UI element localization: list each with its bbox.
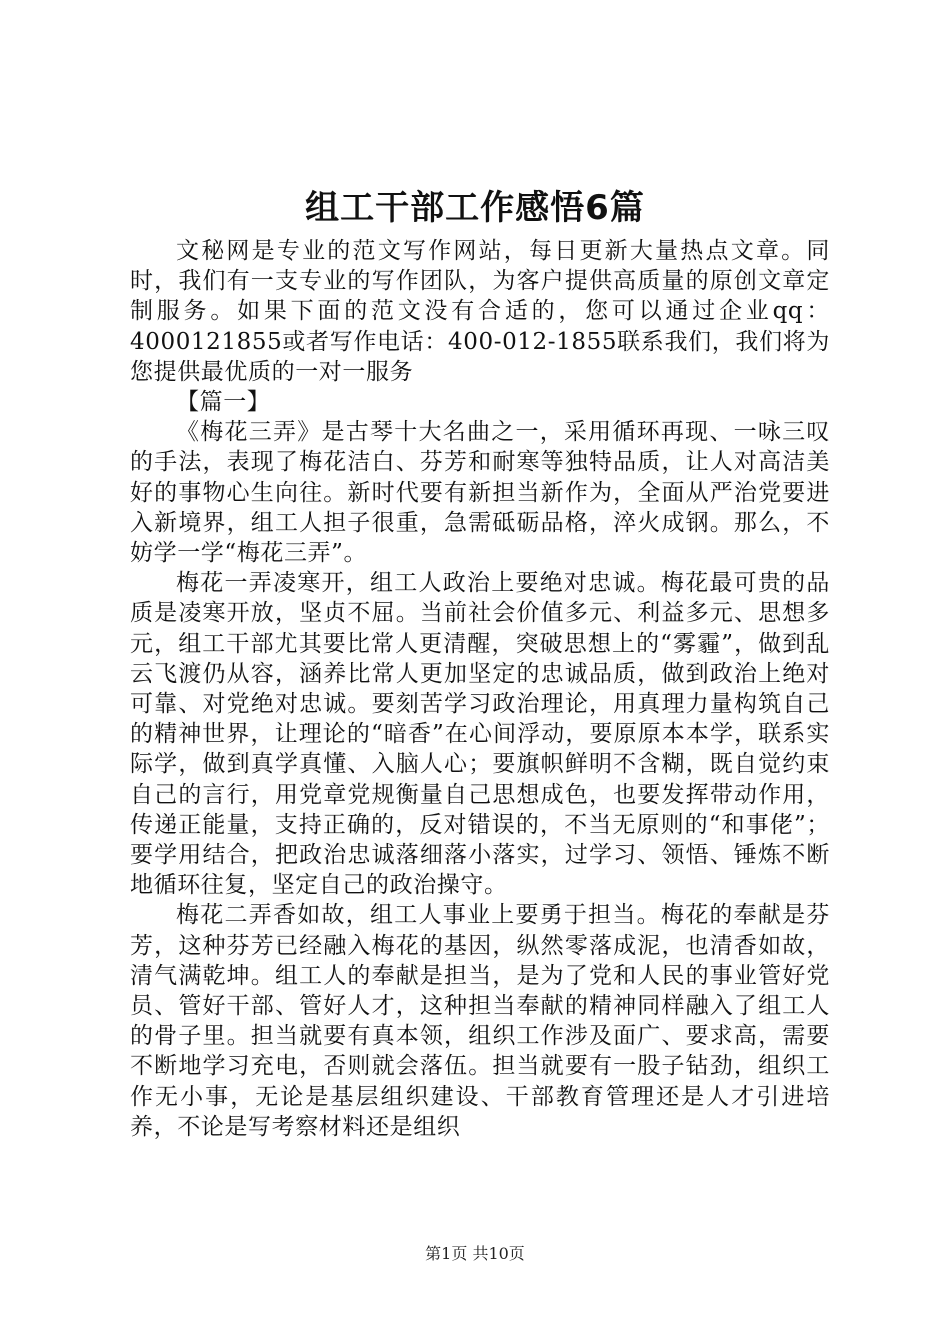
body-paragraph: 《梅花三弄》是古琴十大名曲之一，采用循环再现、一咏三叹的手法，表现了梅花洁白、芬芳和耐寒等独特品质，让人对高洁美好的事物心生向往。新时代要有新担当新作为，全面从严治党要进入新境界，组工人担子很重，急需砥砺品格，淬火成钢。那么，不妨学一学“梅花三弄”。 (130, 419, 830, 567)
document-body (130, 236, 830, 1142)
page-footer: 第1页 共10页 (425, 1244, 525, 1263)
document-title: 组工干部工作感悟6篇 (305, 188, 645, 228)
body-paragraph: 梅花二弄香如故，组工人事业上要勇于担当。梅花的奉献是芬芳，这种芬芳已经融入梅花的基因，纵然零落成泥，也清香如故，清气满乾坤。组工人的奉献是担当，是为了党和人民的事业管好党员、管好干部、管好人才，这种担当奉献的精神同样融入了组工人的骨子里。担当就要有真本领，组织工作涉及面广、要求高，需要不断地学习充电，否则就会落伍。担当就要有一股子钻劲，组织工作无小事，无论是基层组织建设、干部教育管理还是人才引进培养，不论是写考察材料还是组织 (130, 902, 830, 1140)
body-paragraph: 梅花一弄凌寒开，组工人政治上要绝对忠诚。梅花最可贵的品质是凌寒开放，坚贞不屈。当前社会价值多元、利益多元、思想多元，组工干部尤其要比常人更清醒，突破思想上的“雾霾”，做到乱云飞渡仍从容，涵养比常人更加坚定的忠诚品质，做到政治上绝对可靠、对党绝对忠诚。要刻苦学习政治理论，用真理力量构筑自己的精神世界，让理论的“暗香”在心间浮动，要原原本本学，联系实际学，做到真学真懂、入脑人心；要旗帜鲜明不含糊，既自觉约束自己的言行，用党章党规衡量自己思想成色，也要发挥带动作用，传递正能量，支持正确的，反对错误的，不当无原则的“和事佬”；要学用结合，把政治忠诚落细落小落实，过学习、领悟、锤炼不断地循环往复，坚定自己的政治操守。 (130, 570, 830, 899)
section-heading: 【篇一】 (176, 389, 271, 416)
intro-paragraph: 文秘网是专业的范文写作网站，每日更新大量热点文章。同时，我们有一支专业的写作团队，为客户提供高质量的原创文章定制服务。如果下面的范文没有合适的，您可以通过企业qq：4000121855或者写作电话：400-012-1855联系我们，我们将为您提供最优质的一对一服务 (130, 238, 830, 385)
